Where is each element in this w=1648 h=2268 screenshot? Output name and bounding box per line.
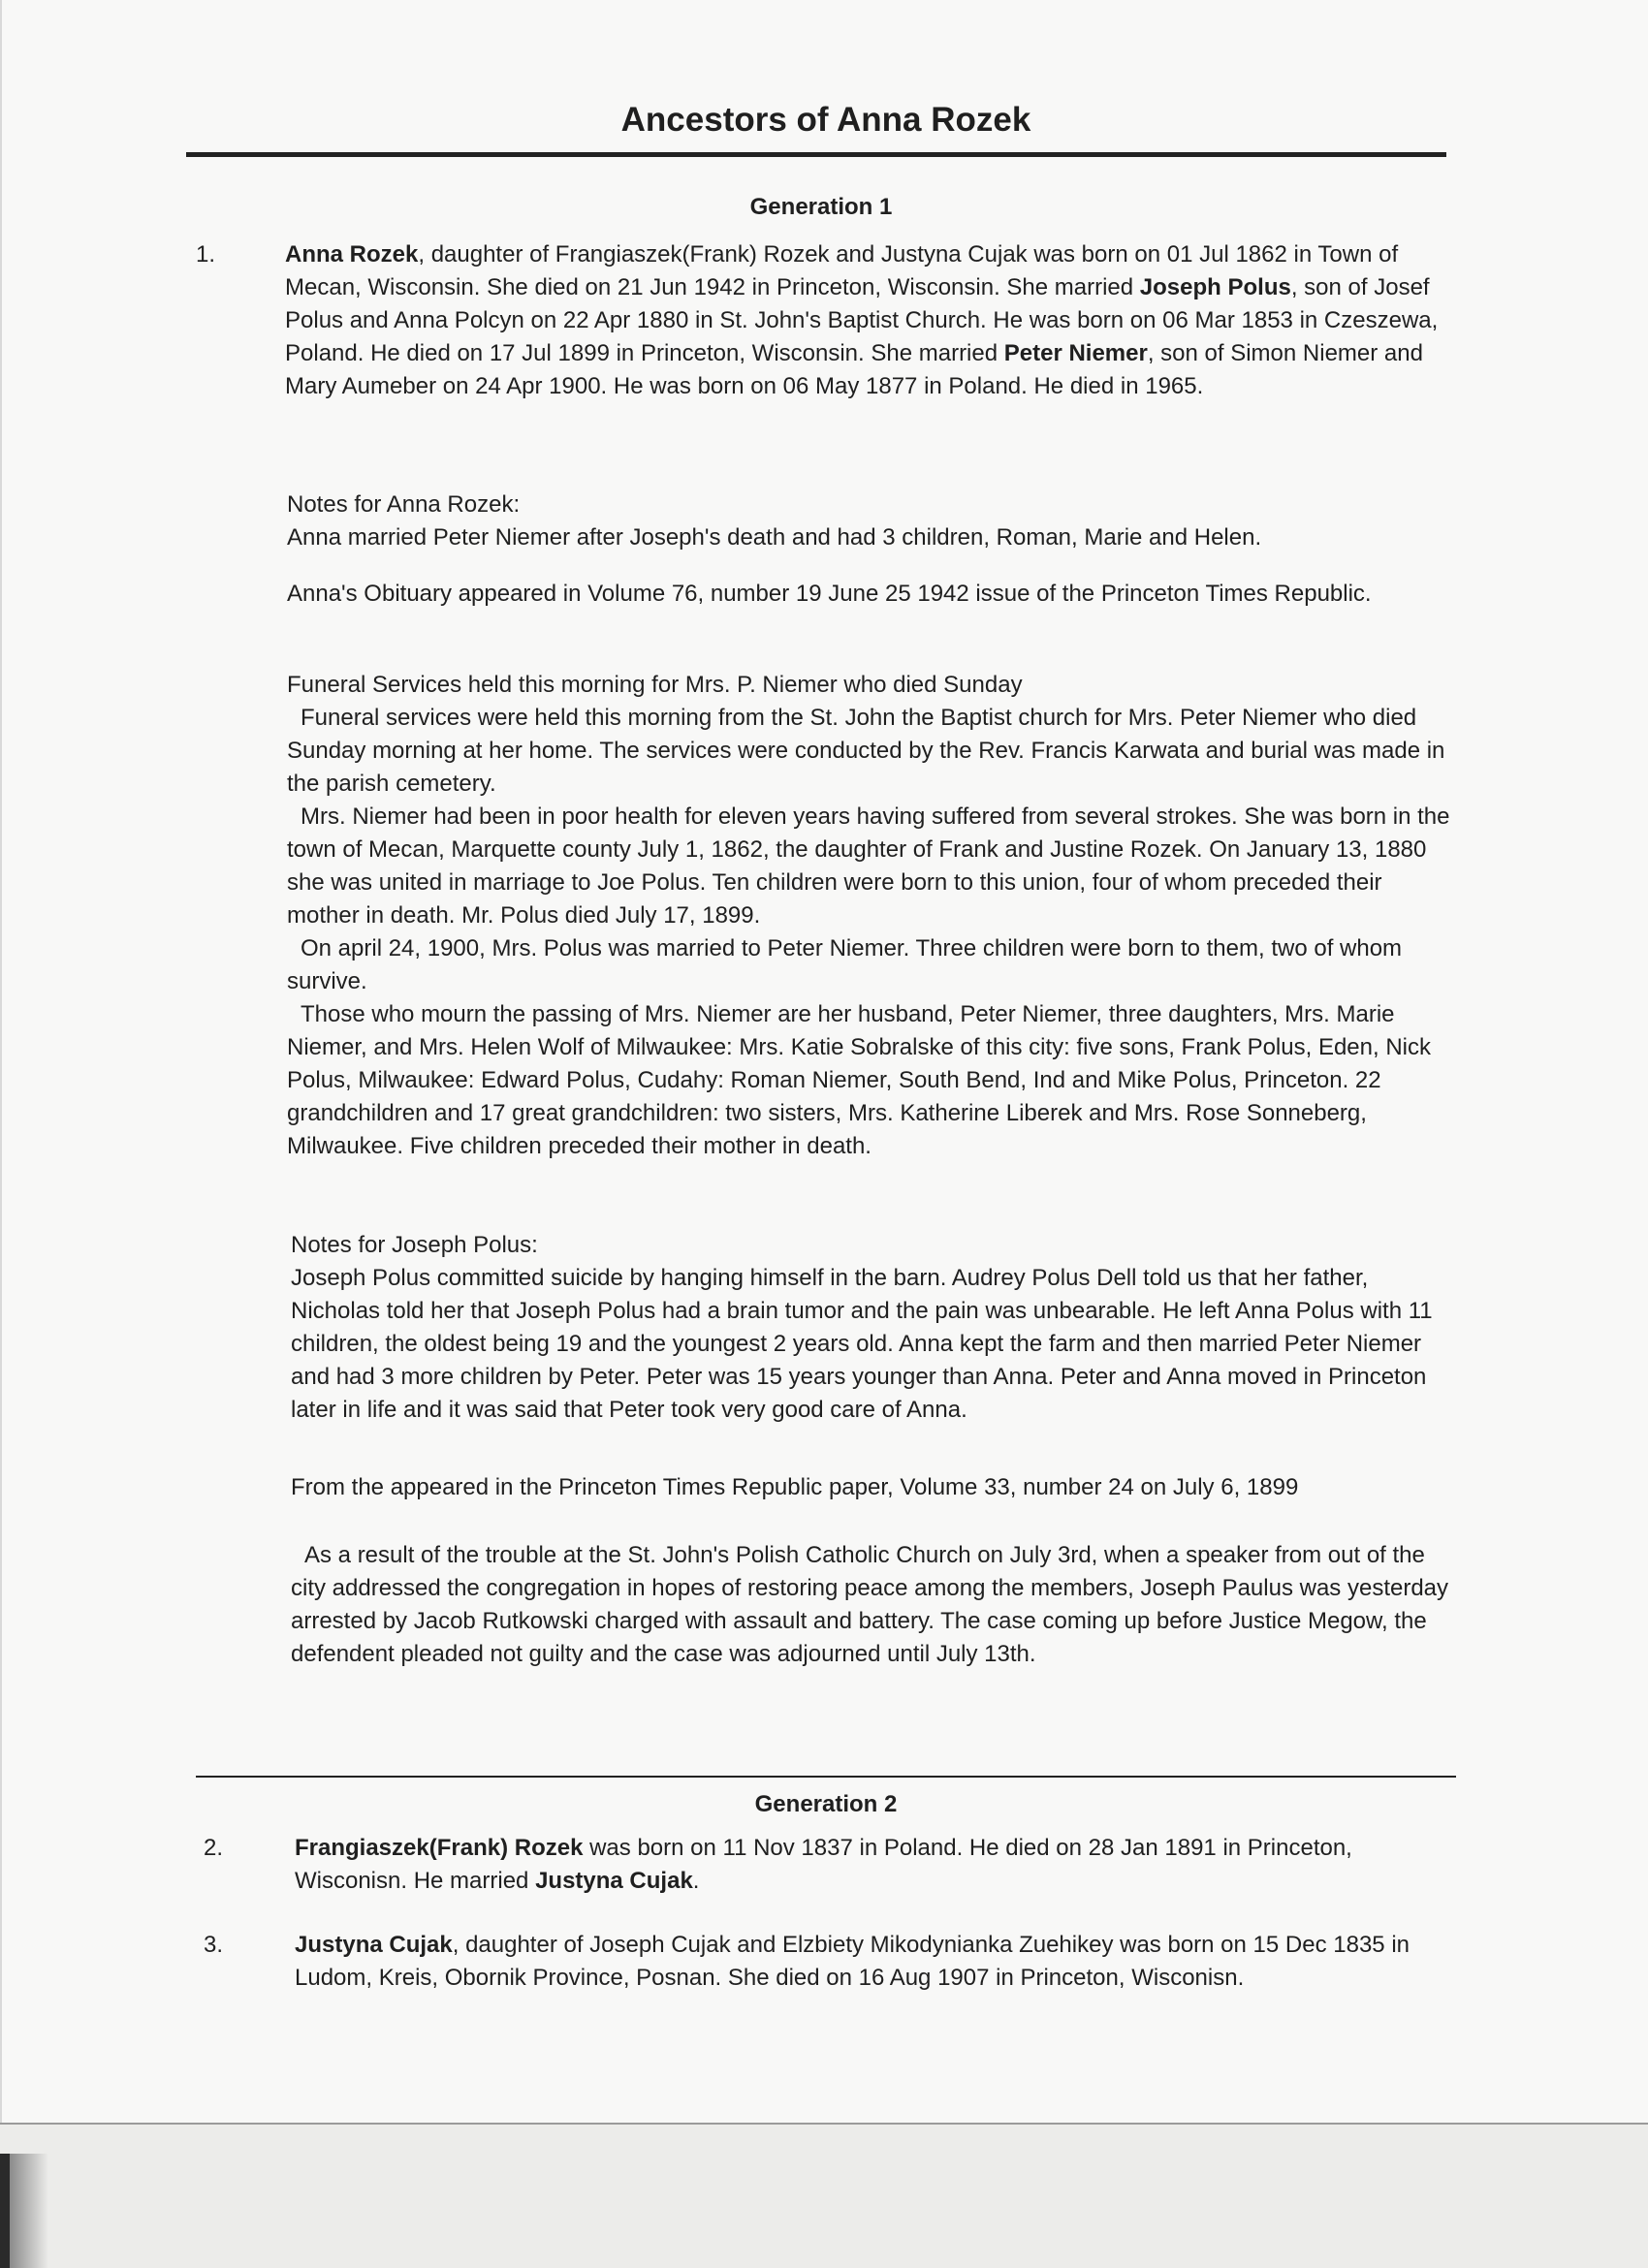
- notes-heading: Notes for Anna Rozek:: [287, 491, 521, 518]
- generation-2-heading: Generation 2: [754, 1791, 898, 1817]
- person-name: Frangiaszek(Frank) Rozek: [295, 1835, 584, 1861]
- notes-text: Joseph Polus committed suicide by hanging himself in the barn. Audrey Polus Dell told us that her father, Nicholas told her that Joseph Polus had a brain tumor and the pain was unbearable. He left Anna Polus with 11 children, the oldest being 19 and the youngest 2 years old. Anna kept the farm and then married Peter Niemer and had 3 more children by Peter. Peter was 15 years younger than Anna. Peter and Anna moved in Princeton later in life and it was said that Peter took very good care of Anna.: [291, 1265, 1433, 1423]
- entry-anna-rozek: [285, 238, 1460, 403]
- entry-number: 1.: [196, 241, 216, 268]
- obituary-intro: Anna's Obituary appeared in Volume 76, number 19 June 25 1942 issue of the Princeton Times Republic.: [287, 581, 1372, 607]
- generation-divider: [196, 1776, 1456, 1778]
- obituary-paragraph: On april 24, 1900, Mrs. Polus was married to Peter Niemer. Three children were born to them, two of whom survive.: [287, 935, 1403, 994]
- notes-text: Anna married Peter Niemer after Joseph's death and had 3 children, Roman, Marie and Helen.: [287, 524, 1262, 551]
- entry-text: , daughter of Joseph Cujak and Elzbiety Mikodynianka Zuehikey was born on 15 Dec 1835 in Ludom, Kreis, Obornik Province, Posnan. She died on 16 Aug 1907 in Princeton, Wisconisn.: [295, 1932, 1410, 1991]
- generation-1-heading: Generation 1: [749, 194, 893, 220]
- obituary-paragraph: Funeral services were held this morning from the St. John the Baptist church for Mrs. Peter Niemer who died Sunday morning at her home. The services were conducted by the Rev. Francis Karwata and burial was made in the parish cemetery.: [287, 705, 1445, 797]
- obituary-paragraph: Those who mourn the passing of Mrs. Niemer are her husband, Peter Niemer, three daughters, Mrs. Marie Niemer, and Mrs. Helen Wolf of Milwaukee: Mrs. Katie Sobralske of this city: five sons, Frank Polus, Eden, Nick Polus, Milwaukee: Edward Polus, Cudahy: Roman Niemer, South Bend, Ind and Mike Polus, Princeton. 22 grandchildren and 17 great grandchildren: two sisters, Mrs. Katherine Liberek and Mrs. Rose Sonneberg, Milwaukee. Five children preceded their mother in death.: [287, 1001, 1431, 1159]
- entry-justyna-cujak: [295, 1929, 1439, 1995]
- newspaper-article: [291, 1539, 1454, 1671]
- title-divider: [186, 152, 1446, 157]
- scanner-bed-area: [0, 2123, 1648, 2268]
- spouse-name: Joseph Polus: [1139, 274, 1291, 300]
- entry-text: , son of Josef Polus and Anna Polcyn on 22 Apr 1880 in St. John's Baptist Church. He was born on 06 Mar 1853 in Czeszewa, Poland. He died on 17 Jul 1899 in Princeton, Wisconsin. She married: [285, 274, 1439, 366]
- entry-text: .: [692, 1868, 700, 1894]
- obituary-headline: Funeral Services held this morning for Mrs. P. Niemer who died Sunday: [287, 672, 1023, 698]
- obituary-text: [287, 669, 1454, 1163]
- page-edge-fade: [10, 2154, 48, 2268]
- page-edge-shadow: [0, 2154, 10, 2268]
- person-name: Justyna Cujak: [295, 1932, 453, 1958]
- person-name: Anna Rozek: [285, 241, 419, 268]
- newspaper-source: From the appeared in the Princeton Times Republic paper, Volume 33, number 24 on July 6, 1899: [291, 1474, 1299, 1500]
- notes-joseph-polus: [291, 1229, 1454, 1427]
- obituary-paragraph: Mrs. Niemer had been in poor health for eleven years having suffered from several strokes. She was born in the town of Mecan, Marquette county July 1, 1862, the daughter of Frank and Justine Rozek. On January 13, 1880 she was united in marriage to Joe Polus. Ten children were born to this union, four of whom preceded their mother in death. Mr. Polus died July 17, 1899.: [287, 803, 1450, 929]
- notes-anna-rozek: [287, 488, 1450, 554]
- entry-frank-rozek: [295, 1832, 1439, 1898]
- document-title: Ancestors of Anna Rozek: [620, 101, 1031, 139]
- entry-text: , son of Simon Niemer and Mary Aumeber on 24 Apr 1900. He was born on 06 May 1877 in Poland. He died in 1965.: [285, 340, 1423, 399]
- entry-text: , daughter of Frangiaszek(Frank) Rozek and Justyna Cujak was born on 01 Jul 1862 in Town of Mecan, Wisconsin. She died on 21 Jun 1942 in Princeton, Wisconsin. She married: [285, 241, 1399, 300]
- entry-text: was born on 11 Nov 1837 in Poland. He died on 28 Jan 1891 in Princeton, Wisconisn. He married: [295, 1835, 1352, 1894]
- notes-heading: Notes for Joseph Polus:: [291, 1232, 538, 1258]
- spouse-name: Justyna Cujak: [535, 1868, 693, 1894]
- article-text: As a result of the trouble at the St. John's Polish Catholic Church on July 3rd, when a speaker from out of the city addressed the congregation in hopes of restoring peace among the members, Joseph Paulus was yesterday arrested by Jacob Rutkowski charged with assault and battery. The case coming up before Justice Megow, the defendent pleaded not guilty and the case was adjourned until July 13th.: [291, 1542, 1449, 1667]
- spouse-name: Peter Niemer: [1003, 340, 1148, 366]
- entry-number: 3.: [204, 1932, 224, 1958]
- entry-number: 2.: [204, 1835, 224, 1861]
